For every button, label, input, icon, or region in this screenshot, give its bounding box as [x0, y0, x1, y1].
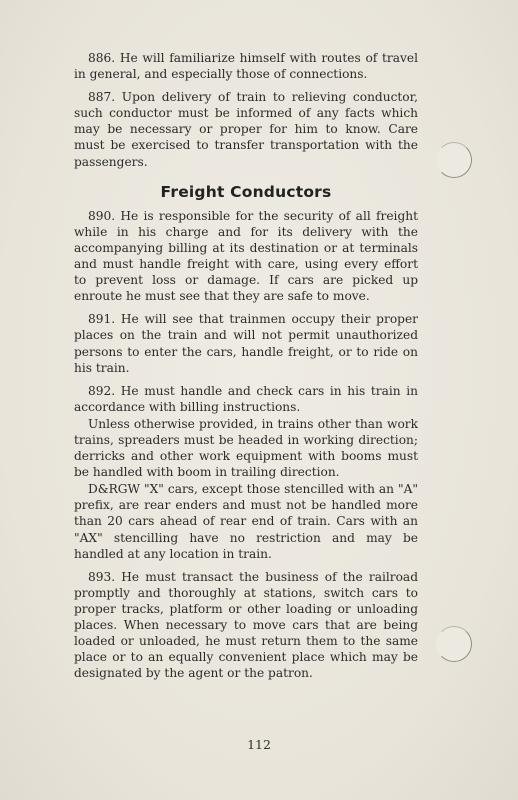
rule-893: 893. He must transact the business of the railroad promptly and thoroughly at stations, switch cars to proper tracks, platform or other loading or unloading places. When necessary to move cars that are being loaded or unloaded, he must return them to the same place or to an equally convenient place which may be designated by the agent or the patron. [74, 569, 418, 681]
rule-892-spreaders: Unless otherwise provided, in trains other than work trains, spreaders must be headed in working direction; derricks and other work equipment with booms must be handled with boom in trailing direction. [74, 416, 418, 480]
page-body [74, 50, 418, 688]
rule-886: 886. He will familiarize himself with routes of travel in general, and especially those of connections. [74, 51, 418, 82]
binder-hole-bottom [436, 626, 472, 662]
rule-892: 892. He must handle and check cars in his train in accordance with billing instructions. [74, 383, 418, 414]
rule-891: 891. He will see that trainmen occupy their proper places on the train and will not permit unauthorized persons to enter the cars, handle freight, or to ride on his train. [74, 312, 418, 375]
rule-892-x-cars: D&RGW "X" cars, except those stencilled with an "A" prefix, are rear enders and must not be handled more than 20 cars ahead of rear end of train. Cars with an "AX" stencilling have no restriction and may be handled at any location in train. [74, 482, 418, 561]
binder-hole-top [436, 142, 472, 178]
rule-887: 887. Upon delivery of train to relieving conductor, such conductor must be informed of any facts which may be necessary or proper for him to know. Care must be exercised to transfer transportation with the passengers. [74, 90, 418, 169]
rule-890: 890. He is responsible for the security of all freight while in his charge and for its delivery with the accompanying billing at its destination or at terminals and must handle freight with care, using every effort to prevent loss or damage. If cars are picked up enroute he must see that they are safe to move. [74, 208, 418, 304]
section-heading: Freight Conductors [160, 182, 332, 201]
page-number: 112 [247, 737, 271, 752]
